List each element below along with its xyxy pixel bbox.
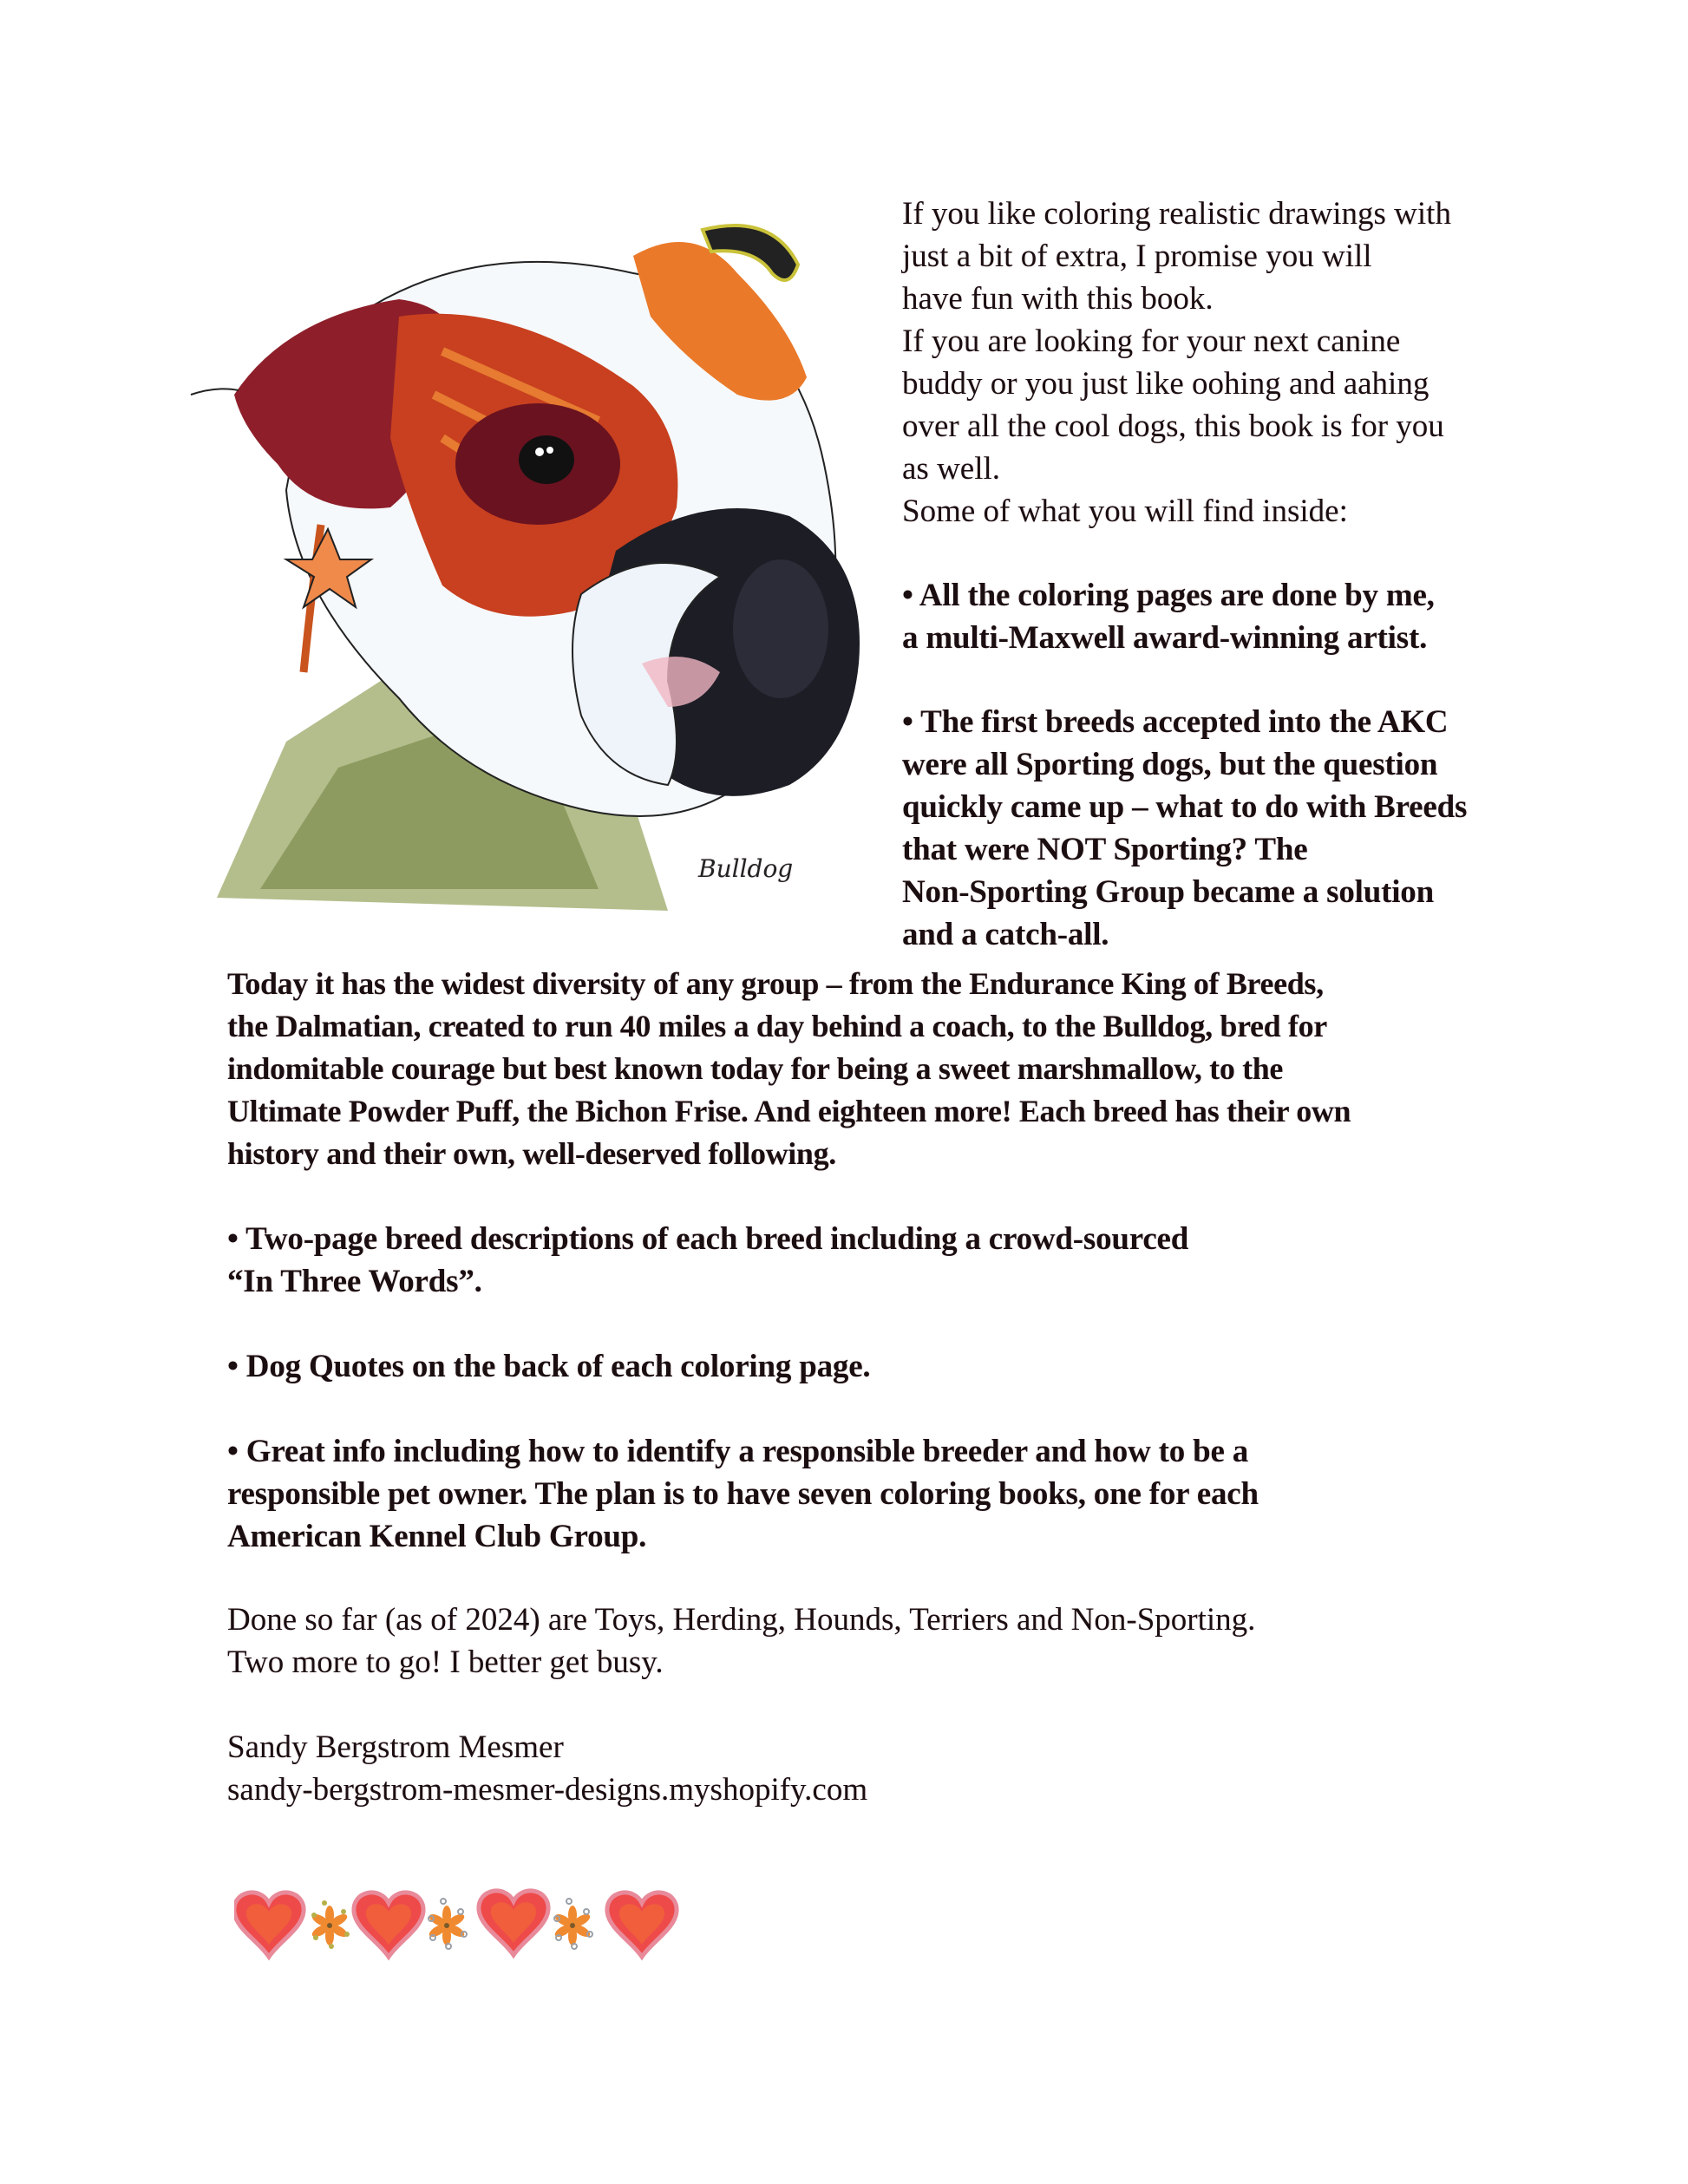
- signature-block: [227, 1726, 867, 1811]
- intro-line: buddy or you just like oohing and aahing: [902, 366, 1430, 402]
- bullet-line: a multi-Maxwell award-winning artist.: [902, 620, 1428, 656]
- bullet-line: • All the coloring pages are done by me,: [902, 578, 1435, 613]
- bullet-breed-descriptions: [227, 1218, 1188, 1303]
- bullet-line: indomitable courage but best known today for being a sweet marshmallow, to the: [227, 1051, 1284, 1086]
- flower-icon: [553, 1899, 592, 1949]
- dog-whisker: [191, 389, 239, 395]
- intro-line: Some of what you will find inside:: [902, 494, 1348, 529]
- intro-line: If you like coloring realistic drawings with: [902, 196, 1451, 232]
- bullet-line: American Kennel Club Group.: [227, 1519, 647, 1554]
- progress-paragraph: [227, 1599, 1255, 1684]
- dog-eye: [519, 435, 574, 484]
- bullet-line: • Dog Quotes on the back of each coloring page.: [227, 1349, 871, 1384]
- bullet-great-info: [227, 1430, 1259, 1558]
- heart-icon: [354, 1893, 423, 1957]
- bullet-dog-quotes: [227, 1345, 870, 1388]
- bullet-line: and a catch-all.: [902, 917, 1109, 952]
- flower-icon: [428, 1899, 467, 1949]
- illustration-caption: Bulldog: [698, 854, 794, 883]
- bullet-line: “In Three Words”.: [227, 1264, 482, 1299]
- dog-eye-highlight-2: [546, 447, 553, 454]
- bullet-line: • Great info including how to identify a responsible breeder and how to be a: [227, 1434, 1249, 1469]
- author-website[interactable]: sandy-bergstrom-mesmer-designs.myshopify.com: [227, 1772, 868, 1808]
- intro-line: just a bit of extra, I promise you will: [902, 239, 1372, 274]
- intro-paragraph: [902, 193, 1451, 533]
- bullet-line: Today it has the widest diversity of any group – from the Endurance King of Breeds,: [227, 966, 1324, 1001]
- intro-line: over all the cool dogs, this book is for you: [902, 409, 1444, 444]
- heart-icon: [607, 1893, 677, 1957]
- bullet-akc-history: [902, 701, 1467, 956]
- dog-eye-highlight: [535, 448, 544, 456]
- bullet-line: Ultimate Powder Puff, the Bichon Frise. And eighteen more! Each breed has their own: [227, 1094, 1351, 1128]
- intro-line: If you are looking for your next canine: [902, 324, 1401, 359]
- bullet-line: • The first breeds accepted into the AKC: [902, 704, 1449, 740]
- bulldog-illustration: [182, 178, 876, 911]
- intro-line: as well.: [902, 451, 1001, 487]
- bullet-artist: [902, 574, 1435, 659]
- dog-nostril: [733, 559, 828, 698]
- bullet-line: history and their own, well-deserved following.: [227, 1136, 836, 1171]
- heart-icon: [479, 1891, 548, 1955]
- heart-icon: [234, 1893, 304, 1957]
- bullet-line: responsible pet owner. The plan is to have seven coloring books, one for each: [227, 1476, 1259, 1512]
- progress-line: Two more to go! I better get busy.: [227, 1645, 664, 1680]
- author-name: Sandy Bergstrom Mesmer: [227, 1730, 564, 1765]
- hearts-flowers-decoration: [234, 1882, 685, 1969]
- bullet-line: • Two-page breed descriptions of each breed including a crowd-sourced: [227, 1221, 1189, 1257]
- bullet-akc-history-continued: [227, 963, 1351, 1175]
- bullet-line: that were NOT Sporting? The: [902, 832, 1308, 867]
- bullet-line: Non-Sporting Group became a solution: [902, 874, 1434, 910]
- progress-line: Done so far (as of 2024) are Toys, Herding, Hounds, Terriers and Non-Sporting.: [227, 1602, 1256, 1638]
- intro-line: have fun with this book.: [902, 281, 1214, 317]
- flower-icon: [311, 1900, 350, 1949]
- bullet-line: quickly came up – what to do with Breeds: [902, 789, 1468, 825]
- bullet-line: were all Sporting dogs, but the question: [902, 747, 1438, 782]
- bullet-line: the Dalmatian, created to run 40 miles a day behind a coach, to the Bulldog, bred for: [227, 1009, 1327, 1043]
